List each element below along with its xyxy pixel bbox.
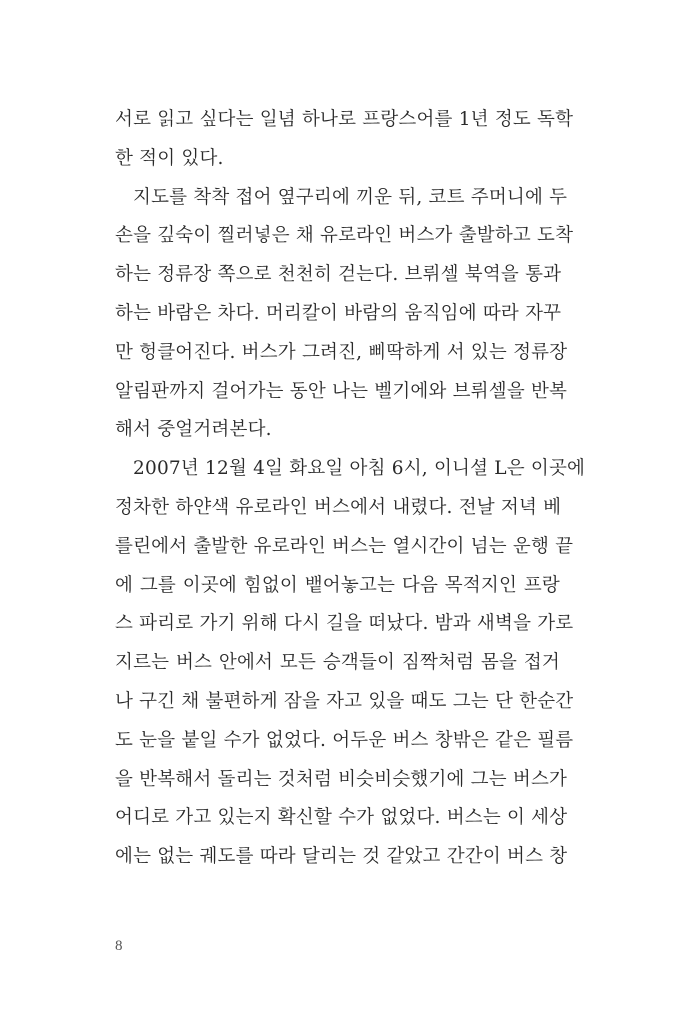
- text-line: 에는 없는 궤도를 따라 달리는 것 같았고 간간이 버스 창: [115, 846, 568, 868]
- text-line: 에 그를 이곳에 힘없이 뱉어놓고는 다음 목적지인 프랑: [115, 574, 560, 596]
- text-line: 을 반복해서 돌리는 것처럼 비슷비슷했기에 그는 버스가: [115, 768, 568, 790]
- text-line: 나 구긴 채 불편하게 잠을 자고 있을 때도 그는 단 한순간: [115, 690, 574, 712]
- body-text: [115, 101, 586, 877]
- text-line: 지도를 착착 접어 옆구리에 끼운 뒤, 코트 주머니에 두: [133, 186, 568, 208]
- text-line: 정차한 하얀색 유로라인 버스에서 내렸다. 전날 저녁 베: [115, 496, 562, 518]
- text-line: 2007년 12월 4일 화요일 아침 6시, 이니셜 L은 이곳에: [133, 458, 586, 480]
- page-number: 8: [115, 938, 123, 954]
- text-line: 서로 읽고 싶다는 일념 하나로 프랑스어를 1년 정도 독학: [115, 109, 574, 130]
- text-line: 한 적이 있다.: [115, 147, 224, 169]
- text-line: 만 헝클어진다. 버스가 그려진, 삐딱하게 서 있는 정류장: [115, 341, 568, 363]
- text-line: 하는 바람은 차다. 머리칼이 바람의 움직임에 따라 자꾸: [115, 302, 562, 324]
- text-line: 하는 정류장 쪽으로 천천히 걷는다. 브뤼셀 북역을 통과: [115, 264, 562, 286]
- text-line: 해서 중얼거려본다.: [115, 419, 272, 441]
- text-line: 도 눈을 붙일 수가 없었다. 어두운 버스 창밖은 같은 필름: [115, 729, 574, 751]
- text-line: 손을 깊숙이 찔러넣은 채 유로라인 버스가 출발하고 도착: [115, 225, 574, 247]
- text-line: 지르는 버스 안에서 모든 승객들이 짐짝처럼 몸을 접거: [115, 652, 560, 674]
- text-line: 알림판까지 걸어가는 동안 나는 벨기에와 브뤼셀을 반복: [115, 380, 568, 402]
- text-line: 스 파리로 가기 위해 다시 길을 떠났다. 밤과 새벽을 가로: [115, 613, 574, 635]
- text-line: 를린에서 출발한 유로라인 버스는 열시간이 넘는 운행 끝: [115, 535, 574, 557]
- text-line: 어디로 가고 있는지 확신할 수가 없었다. 버스는 이 세상: [115, 807, 568, 829]
